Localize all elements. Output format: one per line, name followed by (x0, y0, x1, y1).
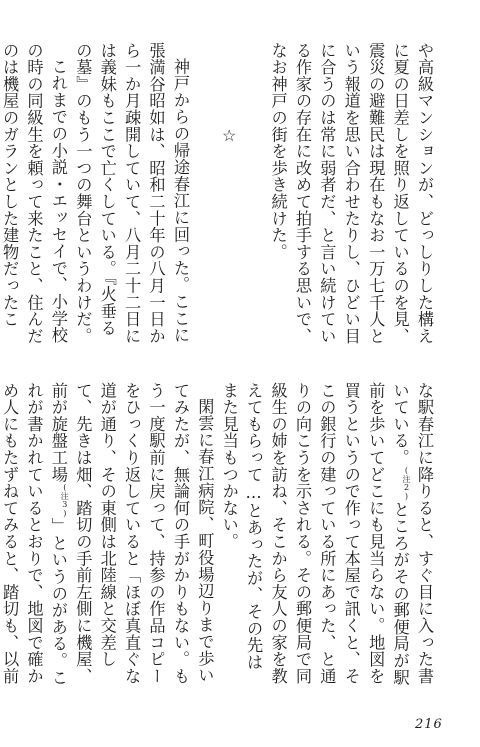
page-number: 216 (415, 717, 443, 732)
blank-line (192, 42, 216, 347)
paragraph-upper-3: これまでの小説・エッセイで、小学校の時の同級生を頼って来たこと、住んだのは機屋のガランとした建物だったこ (0, 42, 68, 345)
blank-line (241, 42, 265, 347)
paragraph-upper-2: 神戸からの帰途春江に回った。ここに張満谷昭如は、昭和二十年の八月一日から一か月疎開していて、八月二十二日には義妹もここで亡くしている。『火垂るの墓』のもう一つの舞台というわけだ。 (73, 42, 190, 345)
paragraph-lower-1 (216, 382, 436, 687)
section-star: ☆ (219, 126, 239, 146)
text-lower-1b: ところがその郵便局が駅前を歩いてどこにも見当らない。地図を買うというので作って本屋で訊くと、そこの銀行の建っている所にあった、と通りの向こうを示される。その郵便局で同級生の姉を訪ね、そこから友人の家を教えてもらって…とあったが、その先はまた見当もつかない。 (219, 382, 410, 686)
footnote-marker-2: (注2) (401, 466, 411, 501)
text-lower-2b: 」というのがある。これが書かれているとおりで、地図で確かめ人にもたずねてみると、踏切も、以前 (0, 382, 68, 686)
paragraph-upper-1: や高級マンションが、どっしりした構えに夏の日差しを照り返しているのを見、震災の避難民は現在もなお一万七千人という報道を思い合わせたりし、ひどい目に合うのは常に弱者だ、と言い続けている作家の存在に改めて拍手する思いで、なお神戸の街を歩き続けた。 (268, 42, 434, 345)
paragraph-lower-2 (0, 382, 216, 687)
text-lower-2a: 閑雲に春江病院、町役場辺りまで歩いてみたが、無論何の手がかりもない。もう一度駅前に戻って、持参の作品コピーをひっくり返していると「ほぼ真直ぐな道が通り、その東側は北陸線と交差して、先きは畑、踏切の手前左側に機屋、前が旋盤工場 (48, 382, 215, 685)
upper-text-block (0, 42, 436, 347)
footnote-marker-3: (注3) (60, 482, 70, 518)
lower-text-block (0, 382, 436, 687)
text-lower-1a: な駅春江に降りると、すぐ目に入った書いている。 (390, 382, 434, 685)
